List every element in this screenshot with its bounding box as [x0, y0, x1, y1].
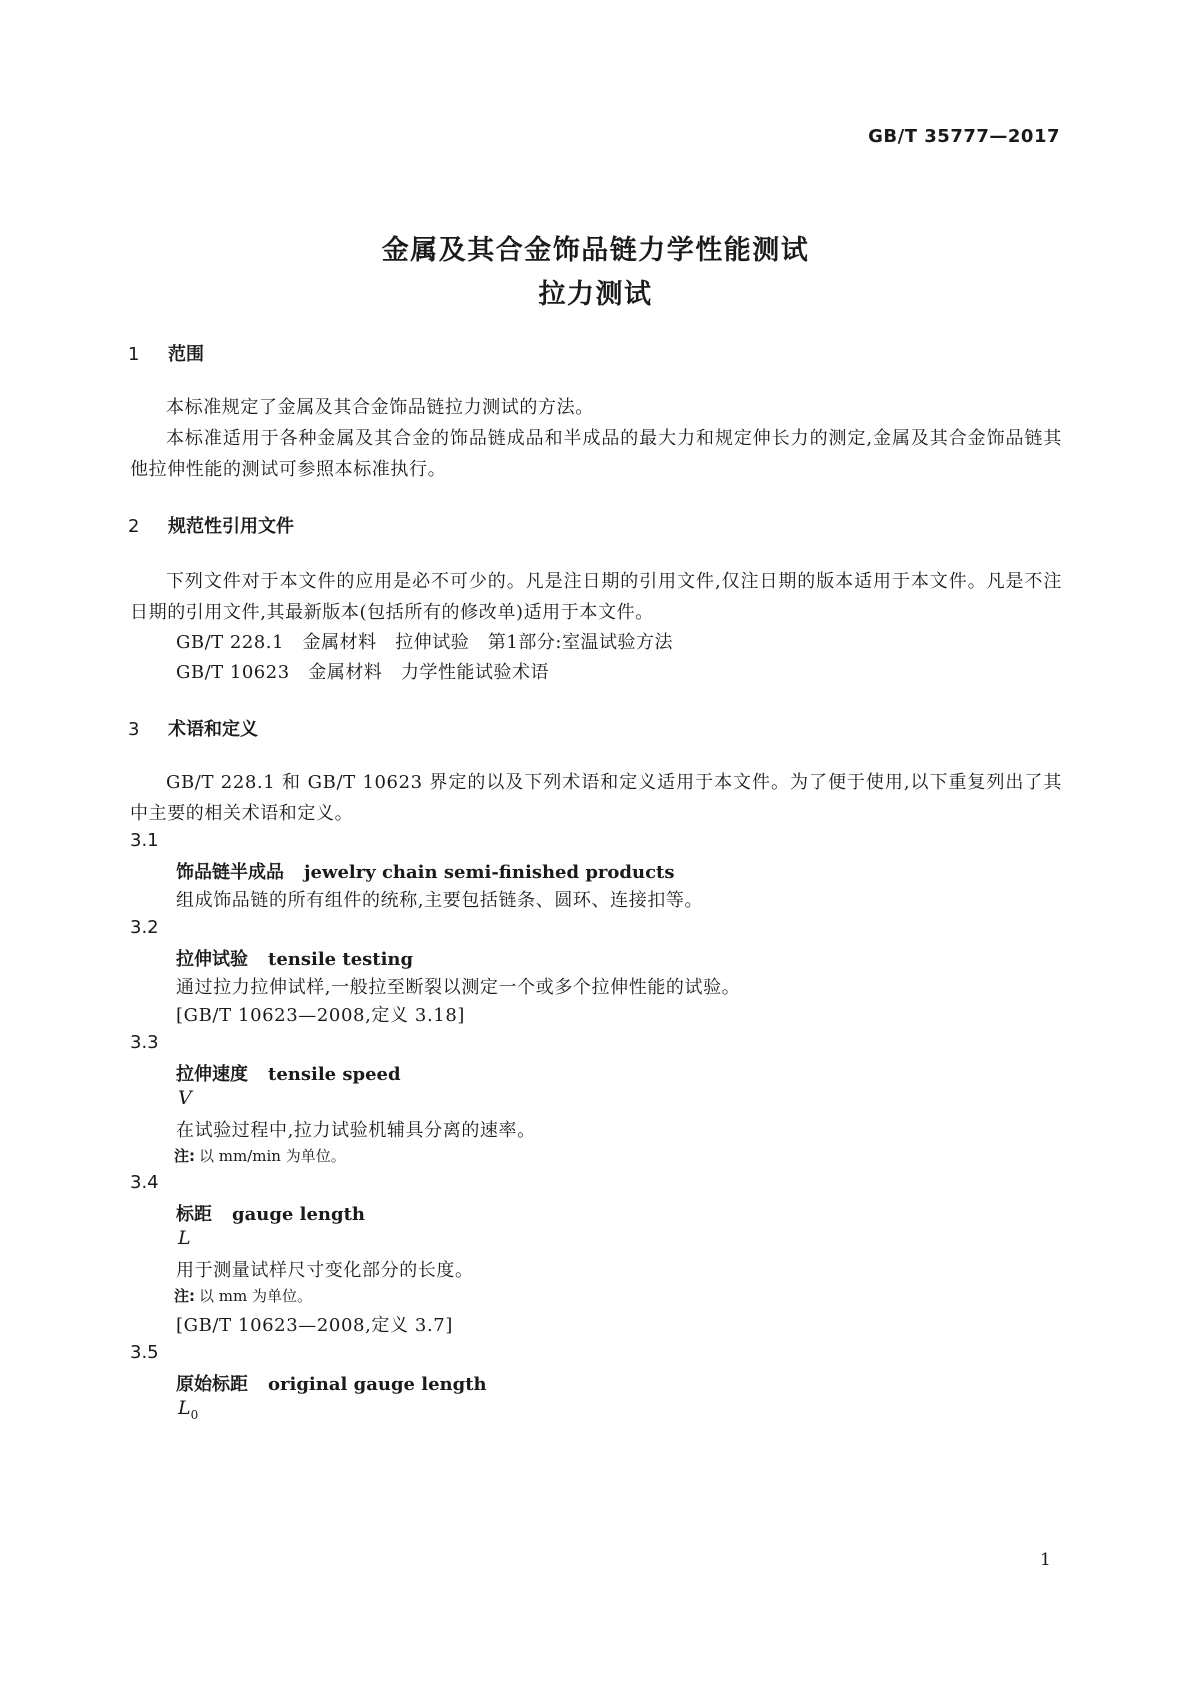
term-heading — [176, 1200, 365, 1226]
section-number: 3 — [128, 719, 140, 740]
document-subtitle: 拉力测试 — [538, 279, 653, 310]
section-number: 2 — [128, 516, 140, 537]
term-heading — [176, 858, 675, 884]
note-label: 注: — [174, 1147, 195, 1165]
section-number: 1 — [128, 344, 140, 365]
term-chinese: 拉伸速度 — [176, 1064, 248, 1085]
symbol-subscript: 0 — [190, 1407, 199, 1422]
term-number: 3.2 — [130, 917, 159, 938]
term-number: 3.4 — [130, 1172, 159, 1193]
section-2-heading — [128, 512, 294, 538]
section-2-paragraph-1: 下列文件对于本文件的应用是必不可少的。凡是注日期的引用文件,仅注日期的版本适用于本文件。凡是不注日期的引用文件,其最新版本(包括所有的修改单)适用于本文件。 — [130, 571, 1062, 623]
term-source: [GB/T 10623—2008,定义 3.18] — [176, 1005, 466, 1026]
section-3-heading — [128, 715, 258, 741]
term-symbol: V — [178, 1087, 192, 1109]
term-english: jewelry chain semi-finished products — [304, 862, 675, 883]
term-chinese: 拉伸试验 — [176, 949, 248, 970]
term-english: tensile speed — [268, 1064, 401, 1085]
normative-reference: GB/T 10623 金属材料 力学性能试验术语 — [176, 662, 549, 683]
section-1-heading — [128, 340, 204, 366]
note-text: 以 mm 为单位。 — [199, 1287, 312, 1305]
section-1-paragraph-2: 本标准适用于各种金属及其合金的饰品链成品和半成品的最大力和规定伸长力的测定,金属及其合金饰品链其他拉伸性能的测试可参照本标准执行。 — [130, 428, 1062, 480]
term-heading — [176, 1060, 401, 1086]
term-english: gauge length — [232, 1204, 366, 1225]
note-label: 注: — [174, 1287, 195, 1305]
term-definition: 通过拉力拉伸试样,一般拉至断裂以测定一个或多个拉伸性能的试验。 — [176, 977, 741, 998]
term-note — [174, 1285, 312, 1306]
term-number: 3.3 — [130, 1032, 159, 1053]
normative-reference: GB/T 228.1 金属材料 拉伸试验 第1部分:室温试验方法 — [176, 632, 673, 653]
term-chinese: 饰品链半成品 — [176, 862, 284, 883]
section-3-paragraph-1: GB/T 228.1 和 GB/T 10623 界定的以及下列术语和定义适用于本文件。为了便于使用,以下重复列出了其中主要的相关术语和定义。 — [130, 772, 1062, 824]
note-text: 以 mm/min 为单位。 — [199, 1147, 346, 1165]
term-definition: 组成饰品链的所有组件的统称,主要包括链条、圆环、连接扣等。 — [176, 890, 704, 911]
section-title: 规范性引用文件 — [168, 516, 294, 537]
term-source: [GB/T 10623—2008,定义 3.7] — [176, 1315, 453, 1336]
document-title: 金属及其合金饰品链力学性能测试 — [381, 235, 810, 266]
term-number: 3.5 — [130, 1342, 159, 1363]
term-definition: 在试验过程中,拉力试验机辅具分离的速率。 — [176, 1120, 536, 1141]
term-symbol — [178, 1397, 198, 1422]
page-number: 1 — [1040, 1550, 1051, 1570]
term-chinese: 原始标距 — [176, 1374, 248, 1395]
term-symbol: L — [178, 1227, 191, 1249]
symbol-letter: L — [178, 1397, 191, 1419]
standard-code: GB/T 35777—2017 — [868, 126, 1060, 147]
term-english: original gauge length — [268, 1374, 487, 1395]
term-heading — [176, 1370, 487, 1396]
section-title: 范围 — [168, 344, 204, 365]
section-1-paragraph-1: 本标准规定了金属及其合金饰品链拉力测试的方法。 — [166, 397, 594, 418]
term-english: tensile testing — [268, 949, 414, 970]
term-definition: 用于测量试样尺寸变化部分的长度。 — [176, 1260, 474, 1281]
term-number: 3.1 — [130, 830, 159, 851]
section-title: 术语和定义 — [168, 719, 258, 740]
term-heading — [176, 945, 413, 971]
term-chinese: 标距 — [176, 1204, 212, 1225]
term-note — [174, 1145, 346, 1166]
